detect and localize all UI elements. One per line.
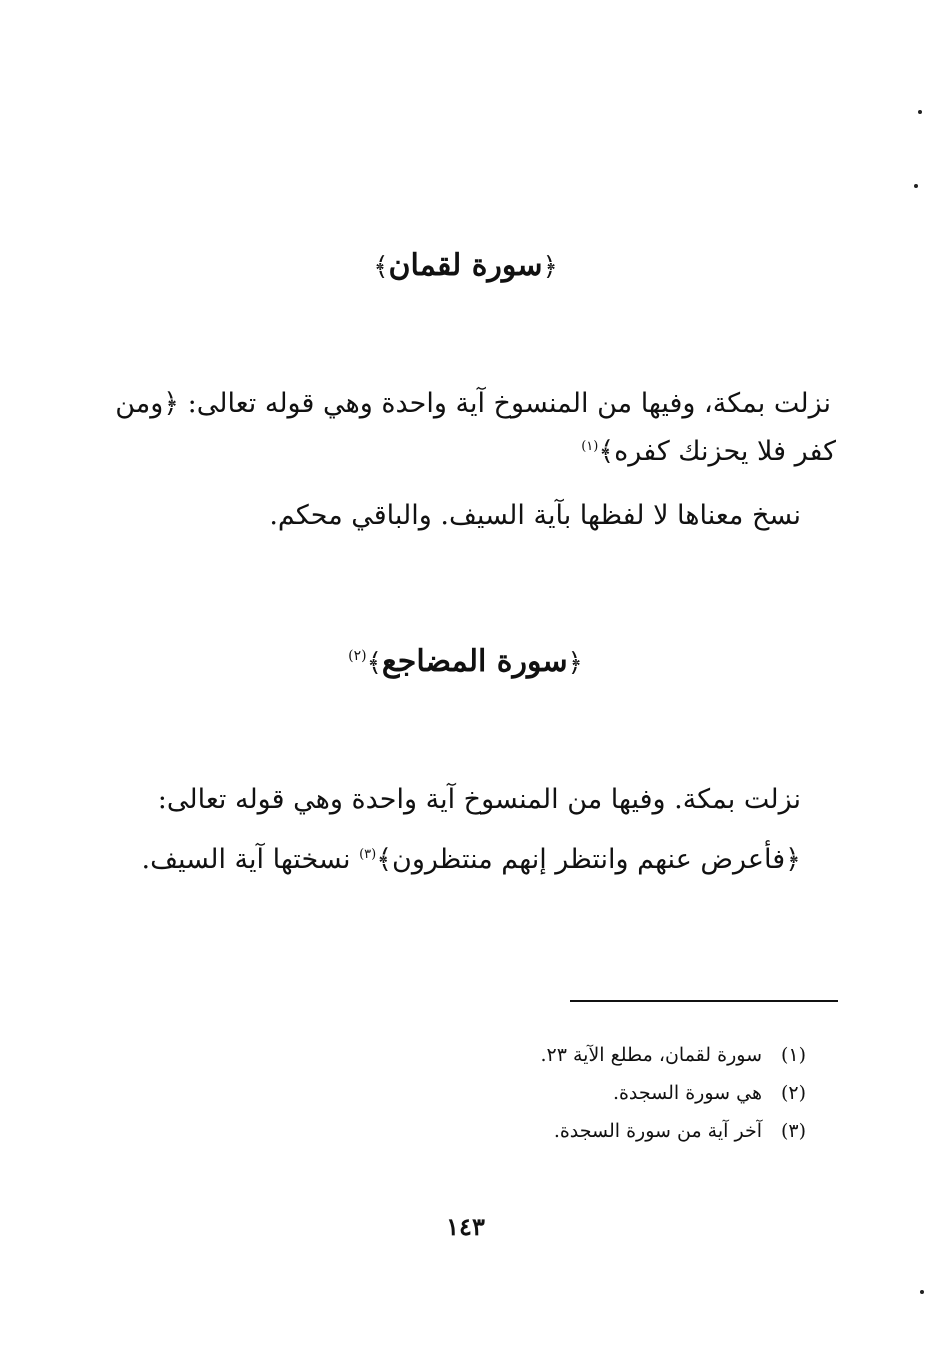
footnote-item — [540, 1112, 806, 1150]
scan-speck — [918, 110, 922, 114]
close-bracket-ornament: ﴾ — [366, 648, 382, 678]
section-heading-luqman — [0, 248, 931, 284]
section-title: سورة لقمان — [388, 248, 543, 283]
footnote-text: سورة لقمان، مطلع الآية ٢٣. — [540, 1044, 762, 1066]
close-bracket-ornament: ﴾ — [373, 252, 389, 282]
quran-quote: كفر فلا يحزنك كفره﴾ — [598, 436, 836, 467]
footnote-item — [540, 1036, 806, 1074]
paragraph-line — [141, 844, 801, 875]
quran-quote-open: ﴿ومن — [115, 388, 180, 419]
section-heading-madaji — [0, 644, 931, 680]
quran-quote: ﴿فأعرض عنهم وانتظر إنهم منتظرون﴾ — [376, 844, 801, 875]
paragraph-text: نسختها آية السيف. — [141, 844, 360, 875]
footnote-separator — [570, 1000, 838, 1002]
open-bracket-ornament: ﴿ — [542, 252, 558, 282]
paragraph-line — [269, 500, 801, 531]
footnote-number: (٣) — [780, 1120, 806, 1142]
section-title: سورة المضاجع — [381, 644, 568, 679]
open-bracket-ornament: ﴿ — [567, 648, 583, 678]
footnote-ref: (١) — [581, 439, 599, 454]
footnote-ref: (٣) — [359, 847, 377, 862]
footnote-text: هي سورة السجدة. — [612, 1082, 762, 1104]
scan-speck — [914, 184, 918, 188]
footnote-number: (٢) — [780, 1082, 806, 1104]
footnotes — [540, 1036, 806, 1150]
footnote-number: (١) — [780, 1044, 806, 1066]
paragraph-line — [158, 784, 801, 815]
paragraph-text: نزلت بمكة. وفيها من المنسوخ آية واحدة وهي قوله تعالى: — [157, 784, 801, 815]
footnote-text: آخر آية من سورة السجدة. — [553, 1120, 762, 1142]
footnote-ref: (٢) — [348, 648, 367, 664]
scan-speck — [920, 1290, 924, 1294]
paragraph-text: نسخ معناها لا لفظها بآية السيف. والباقي محكم. — [269, 500, 801, 531]
paragraph-text: نزلت بمكة، وفيها من المنسوخ آية واحدة وهي قوله تعالى: — [179, 388, 831, 419]
paragraph-line — [581, 436, 836, 467]
footnote-item — [540, 1074, 806, 1112]
page-number: ١٤٣ — [446, 1212, 485, 1241]
paragraph-line — [115, 388, 831, 419]
